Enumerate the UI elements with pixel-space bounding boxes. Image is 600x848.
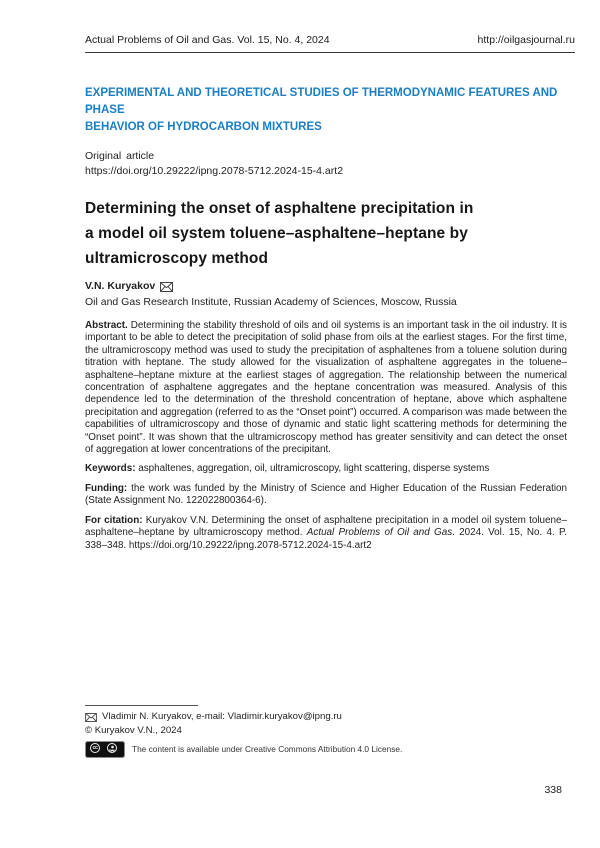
contact-prefix: Vladimir N. Kuryakov, e-mail: [102, 711, 228, 722]
cc-by-label: BY [108, 748, 116, 753]
funding-text: the work was funded by the Ministry of Science and Higher Education of the Russian Federation (State Assignment No. 122022800364-6). [85, 482, 568, 507]
envelope-icon[interactable] [160, 282, 173, 292]
keywords-paragraph [85, 463, 567, 475]
keywords-text: asphaltenes, aggregation, oil, ultramicroscopy, light scattering, disperse systems [138, 463, 490, 475]
section-heading-line: EXPERIMENTAL AND THEORETICAL STUDIES OF THERMODYNAMIC FEATURES AND PHASE [85, 87, 558, 116]
article-title-line: ultramicroscopy method [85, 250, 269, 267]
article-title [85, 196, 567, 271]
section-heading-line: BEHAVIOR OF HYDROCARBON MIXTURES [85, 121, 322, 133]
footnote-separator [85, 705, 198, 706]
copyright-line: © Kuryakov V.N., 2024 [85, 725, 182, 736]
article-type-label: Original article [85, 150, 155, 162]
author-email-link[interactable]: Vladimir.kuryakov@ipng.ru [227, 711, 342, 722]
funding-paragraph [85, 483, 567, 508]
citation-journal-name: Actual Problems of Oil and Gas [306, 527, 453, 539]
citation-tail: . 2024. Vol. 15, No. 4. P. 338–348. https://doi.org/10.29222/ipng.2078-5712.2024-15-4.art2 [85, 527, 567, 551]
citation-text: Kuryakov V.N. Determining the onset of asphaltene precipitation in a model oil system toluene–asphaltene–heptane by ultramicroscopy method. [85, 514, 567, 539]
license-text: The content is available under Creative Commons Attribution 4.0 License. [132, 744, 403, 754]
author-line [85, 280, 567, 294]
article-content [85, 85, 567, 559]
article-title-line: a model oil system toluene–asphaltene–heptane by [85, 225, 468, 242]
page-number: 338 [544, 784, 562, 796]
envelope-icon[interactable] [85, 713, 97, 722]
keywords-label: Keywords: [85, 463, 136, 475]
citation-label: For citation: [85, 514, 143, 526]
article-body [85, 320, 567, 552]
citation-paragraph [85, 515, 567, 552]
abstract-label: Abstract. [85, 320, 128, 331]
journal-url-link[interactable]: http://oilgasjournal.ru [477, 34, 575, 46]
cc-logo-icon: cc [90, 743, 100, 753]
license-row [85, 741, 567, 758]
journal-volume-info: Actual Problems of Oil and Gas. Vol. 15, No. 4, 2024 [85, 34, 330, 46]
abstract-text: Determining the stability threshold of oils and oil systems is an important task in the oil industry. It is important to be able to detect the precipitation of solid phase from oils at the earliest stages. For the first time, the ultramicroscopy method was used to study the precipitation of asphaltenes from a toluene solution during titration with heptane. The study allowed for the visualization of asphaltene aggregates in the toluene–asphaltene–heptane mixture at the earliest stages of aggregation. The relationship between the numerical concentration of asphaltene aggregates and the heptane concentration was measured. Analysis of this dependence led to the determination of the threshold concentration of heptane, above which asphaltene precipitation and aggregation (referred to as the “Onset point”) occurred. A comparison was made between the capabilities of ultramicroscopy and those of dynamic and static light scattering methods for determining the “Onset point”. It was shown that the ultramicroscopy method has greater sensitivity and can detect the onset of aggregation at lower concentrations of the precipitant. [85, 320, 567, 456]
article-meta [85, 149, 567, 179]
author-name: V.N. Kuryakov [85, 280, 156, 292]
section-heading [85, 85, 567, 136]
doi-link[interactable]: https://doi.org/10.29222/ipng.2078-5712.2024-15-4.art2 [85, 165, 344, 177]
abstract-paragraph [85, 320, 567, 456]
footnote-contact-text [102, 710, 342, 724]
funding-label: Funding: [85, 482, 128, 494]
page-header [85, 34, 575, 53]
cc-by-badge[interactable] [85, 741, 125, 758]
author-block [85, 280, 567, 309]
footnote-contact-line [85, 710, 567, 724]
article-title-line: Determining the onset of asphaltene precipitation in [85, 200, 474, 217]
footnote-block [85, 705, 567, 758]
author-affiliation: Oil and Gas Research Institute, Russian Academy of Sciences, Moscow, Russia [85, 295, 457, 308]
